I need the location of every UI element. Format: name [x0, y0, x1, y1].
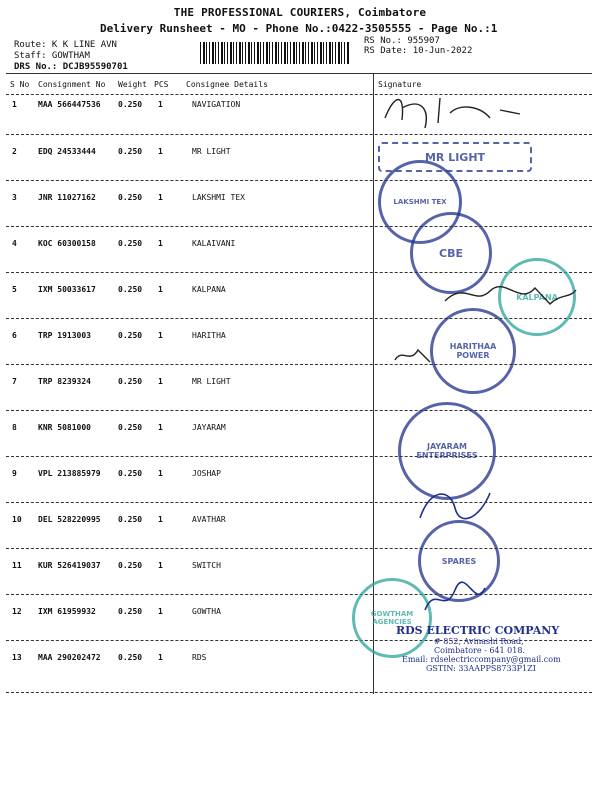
row-consignee: MR LIGHT [192, 377, 231, 386]
row-consignment: JNR 11027162 [38, 193, 96, 202]
signature-mark [380, 88, 530, 136]
row-divider [6, 272, 592, 273]
row-sno: 13 [12, 653, 22, 662]
drs-number: DRS No.: DCJB95590701 [14, 62, 128, 72]
page-title: THE PROFESSIONAL COURIERS, Coimbatore [173, 6, 427, 19]
row-sno: 9 [12, 469, 17, 478]
company-address-1: # 852, Avinashi Road, [434, 637, 524, 646]
row-weight: 0.250 [118, 331, 143, 340]
row-weight: 0.250 [118, 423, 143, 432]
row-pcs: 1 [158, 239, 163, 248]
row-weight: 0.250 [118, 561, 143, 570]
row-divider [6, 180, 592, 181]
row-pcs: 1 [158, 653, 163, 662]
row-consignment: TRP 1913003 [38, 331, 91, 340]
row-consignment: IXM 50033617 [38, 285, 96, 294]
row-pcs: 1 [158, 331, 163, 340]
row-consignee: GOWTHA [192, 607, 221, 616]
row-pcs: 1 [158, 100, 163, 109]
staff-label: Staff: GOWTHAM [14, 51, 90, 61]
row-weight: 0.250 [118, 653, 143, 662]
row-sno: 4 [12, 239, 17, 248]
row-divider [6, 594, 592, 595]
company-stamp [396, 624, 561, 673]
row-consignment: IXM 61959932 [38, 607, 96, 616]
row-consignee: MR LIGHT [192, 147, 231, 156]
column-header-pcs: PCS [154, 80, 169, 89]
row-sno: 8 [12, 423, 17, 432]
row-sno: 2 [12, 147, 17, 156]
row-consignment: VPL 213885979 [38, 469, 101, 478]
company-gstin: GSTIN: 33AAPPS8733P1ZI [426, 664, 536, 673]
row-consignee: KALAIVANI [192, 239, 236, 248]
row-consignment: KOC 60300158 [38, 239, 96, 248]
row-divider [6, 456, 592, 457]
row-pcs: 1 [158, 377, 163, 386]
column-header-sno: S No [10, 80, 30, 89]
row-weight: 0.250 [118, 100, 143, 109]
table-row [0, 469, 600, 515]
table-row [0, 515, 600, 561]
column-header-weight: Weight [118, 80, 147, 89]
rs-date: RS Date: 10-Jun-2022 [364, 46, 473, 56]
table-row [0, 561, 600, 607]
row-consignee: HARITHA [192, 331, 226, 340]
table-bottom-rule [6, 692, 592, 693]
row-consignee: RDS [192, 653, 207, 662]
row-sno: 11 [12, 561, 22, 570]
row-divider [6, 226, 592, 227]
column-header-consignee: Consignee Details [186, 80, 268, 89]
row-consignment: MAA 566447536 [38, 100, 101, 109]
row-consignee: JAYARAM [192, 423, 226, 432]
row-sno: 6 [12, 331, 17, 340]
row-sno: 3 [12, 193, 17, 202]
row-weight: 0.250 [118, 469, 143, 478]
row-divider [6, 548, 592, 549]
lakshmi-tex-stamp: LAKSHMI TEX [378, 160, 462, 244]
barcode [200, 42, 350, 64]
row-consignee: SWITCH [192, 561, 221, 570]
row-pcs: 1 [158, 423, 163, 432]
kalpana-stamp: KALPANA [498, 258, 576, 336]
signature-mark [390, 340, 450, 370]
row-divider [6, 410, 592, 411]
row-consignee: KALPANA [192, 285, 226, 294]
row-consignee: AVATHAR [192, 515, 226, 524]
row-divider [6, 502, 592, 503]
jayaram-stamp: JAYARAM ENTERPRISES [398, 402, 496, 500]
haritha-stamp: HARITHAA POWER [430, 308, 516, 394]
row-weight: 0.250 [118, 285, 143, 294]
row-weight: 0.250 [118, 607, 143, 616]
kalaivani-stamp: CBE [410, 212, 492, 294]
row-weight: 0.250 [118, 147, 143, 156]
row-pcs: 1 [158, 285, 163, 294]
row-pcs: 1 [158, 515, 163, 524]
row-weight: 0.250 [118, 193, 143, 202]
gowtham-agencies-stamp: GOWTHAM AGENCIES [352, 578, 432, 658]
column-header-consignment: Consignment No [38, 80, 106, 89]
route-label: Route: K K LINE AVN [14, 40, 117, 50]
table-row [0, 193, 600, 239]
row-consignment: MAA 290202472 [38, 653, 101, 662]
row-sno: 5 [12, 285, 17, 294]
row-weight: 0.250 [118, 239, 143, 248]
row-consignee: NAVIGATION [192, 100, 241, 109]
page-subtitle: Delivery Runsheet - MO - Phone No.:0422-3505555 - Page No.:1 [100, 22, 498, 35]
row-consignment: TRP 8239324 [38, 377, 91, 386]
row-consignee: LAKSHMI TEX [192, 193, 245, 202]
column-header-signature: Signature [378, 80, 422, 89]
row-pcs: 1 [158, 561, 163, 570]
table-row [0, 377, 600, 423]
spares-stamp: SPARES [418, 520, 500, 602]
row-pcs: 1 [158, 607, 163, 616]
mr-light-stamp: MR LIGHT [378, 142, 532, 172]
row-sno: 10 [12, 515, 22, 524]
table-row [0, 423, 600, 469]
row-consignment: EDQ 24533444 [38, 147, 96, 156]
row-pcs: 1 [158, 193, 163, 202]
row-pcs: 1 [158, 469, 163, 478]
company-email: Email: rdselectriccompany@gmail.com [402, 655, 561, 664]
row-consignee: JOSHAP [192, 469, 221, 478]
row-pcs: 1 [158, 147, 163, 156]
row-consignment: KUR 526419037 [38, 561, 101, 570]
row-weight: 0.250 [118, 515, 143, 524]
company-name: RDS ELECTRIC COMPANY [396, 624, 560, 637]
row-consignment: KNR 5081000 [38, 423, 91, 432]
row-weight: 0.250 [118, 377, 143, 386]
rs-number: RS No.: 955907 [364, 36, 440, 46]
row-sno: 12 [12, 607, 22, 616]
row-sno: 1 [12, 100, 17, 109]
row-sno: 7 [12, 377, 17, 386]
company-address-2: Coimbatore - 641 018. [434, 646, 525, 655]
signature-mark [420, 580, 490, 620]
header-top-rule [6, 73, 592, 74]
row-consignment: DEL 528220995 [38, 515, 101, 524]
